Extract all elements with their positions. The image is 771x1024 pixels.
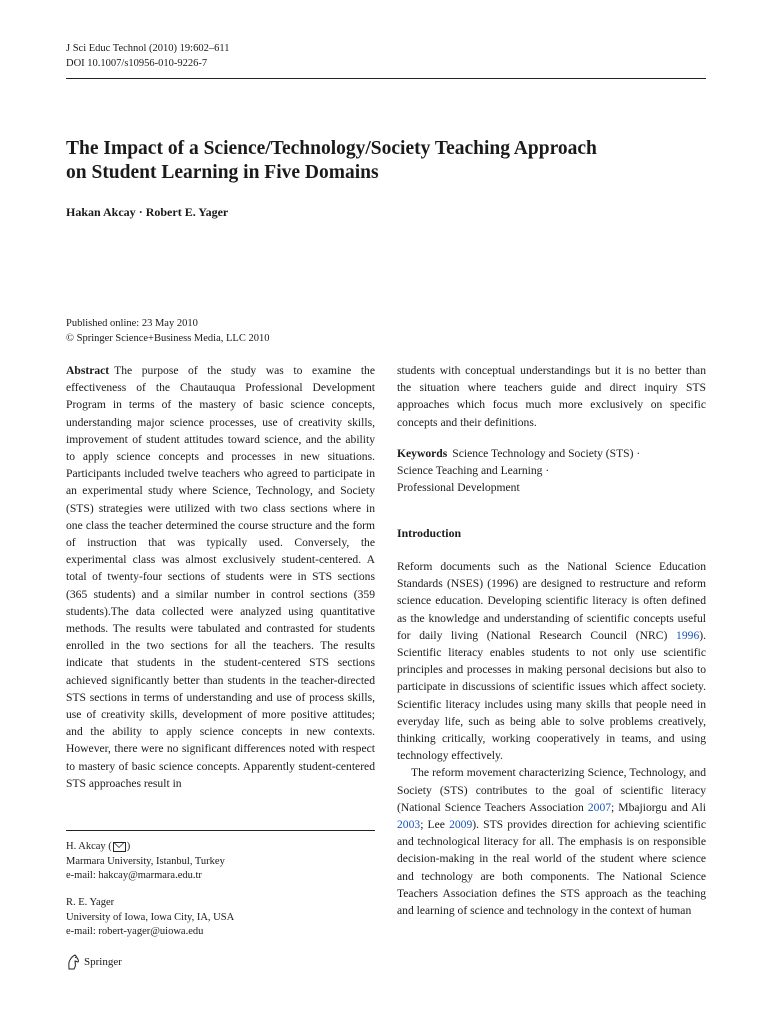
intro-paragraph-1: Reform documents such as the National Science Education Standards (NSES) (1996) are designed to restructure and reform science education. Developing scientific literacy is often defined as the knowledge and understanding of scientific concepts useful for daily living (National Research Council (NRC) 1996). Scientific literacy enables students to not only use scientific principles and processes in making personal decisions but also to participate in discussions of scientific issues which affect society. Scientific literacy includes using many skills that people need in everyday life, such as being able to solve problems creatively, thinking critically, working cooperatively in teams, and using technology effectively. (397, 560, 706, 763)
citation-link-1996[interactable]: 1996 (676, 628, 700, 642)
author-separator: · (135, 205, 146, 219)
header-rule (66, 78, 706, 79)
article-title (66, 137, 706, 185)
intro-paragraph-2: The reform movement characterizing Science, Technology, and Society (STS) contributes to the goal of scientific literacy (National Science Teachers Association 2007; Mbajiorgu and Ali 2003; Lee 2009). STS provides direction for achieving scientific and technological literacy for all. The emphasis is on responsible decision-making in the real world of the student where science and technology are both components. The National Science Teachers Association defines the STS approach as the teaching and learning of science and technology in the context of human (397, 766, 706, 918)
copyright: © Springer Science+Business Media, LLC 2010 (66, 333, 270, 344)
footnote-author1-email[interactable]: e-mail: hakcay@marmara.edu.tr (66, 870, 202, 881)
doi: DOI 10.1007/s10956-010-9226-7 (66, 58, 208, 69)
keywords (397, 445, 706, 497)
footnote-author1-name: H. Akcay ( (66, 841, 112, 852)
title-line-2: on Student Learning in Five Domains (66, 162, 379, 183)
footnote-author2-email[interactable]: e-mail: robert-yager@uiowa.edu (66, 926, 204, 937)
introduction-heading: Introduction (397, 526, 462, 540)
footnote-author1-affiliation: Marmara University, Istanbul, Turkey (66, 855, 225, 867)
citation-link-2007[interactable]: 2007 (587, 800, 612, 814)
publisher-footer (66, 954, 122, 970)
keyword-2: Science Teaching and Learning · (397, 464, 550, 478)
author1-footnote: H. Akcay ( ) Marmara University, Istanbul, Turkey e-mail: hakcay@marmara.edu.tr (66, 840, 375, 884)
author2-footnote (66, 896, 375, 940)
author-yager[interactable]: Robert E. Yager (145, 205, 229, 219)
envelope-icon[interactable] (113, 842, 126, 852)
citation-link-2009[interactable]: 2009 (449, 818, 473, 832)
abstract-right-column (397, 362, 706, 431)
abstract-text: The purpose of the study was to examine the effectiveness of the Chautauqua Professional Development Program in terms of the mastery of basic science concepts, understanding major science processes, use of creativity skills, improvement of student attitudes toward science, and the ability to apply science concepts and processes in new situations. Participants included twelve teachers who agreed to participate in an experimental study where Science, Technology, and Society (STS) strategies were utilized with two class sections where in one class the teacher determined the course structure and the form of instruction that was typically used. Conversely, the experimental class was almost exclusively student-centered. A total of twenty-four sections of students were in STS sections (365 students) and a similar number in control sections (359 students).The data collected were analyzed using quantitative methods. The results were tabulated and contrasted for students enrolled in the two sections for all the teachers. The results indicate that students in the student-centered STS sections achieved significantly better than students in the teacher-directed STS sections in terms of understanding and use of process skills, use of creativity skills, development of more positive attitudes; and the ability to apply science concepts in new contexts. However, there were no significant differences noted with respect to mastery of basic science concepts. Apparently student-centered STS approaches result in (66, 364, 375, 790)
citation-link-2003[interactable]: 2003 (397, 818, 421, 832)
keyword-3: Professional Development (397, 481, 520, 495)
journal-header (66, 41, 229, 71)
introduction-body (397, 558, 706, 919)
keywords-label: Keywords (397, 447, 448, 460)
journal-citation: J Sci Educ Technol (2010) 19:602–611 (66, 43, 230, 54)
title-line-1: The Impact of a Science/Technology/Society Teaching Approach (66, 138, 597, 159)
keyword-1: Science Technology and Society (STS) · (452, 447, 641, 460)
published-date: Published online: 23 May 2010 (66, 318, 198, 329)
author-list (66, 205, 228, 220)
footnote-author2-name: R. E. Yager (66, 897, 115, 908)
author-akcay[interactable]: Hakan Akcay (66, 205, 136, 219)
abstract-text-continued: students with conceptual understandings but it is no better than the situation where teachers guide and direct inquiry STS approaches which focus much more exclusively on specific concepts and their definitions. (397, 364, 706, 429)
abstract-label: Abstract (66, 364, 110, 377)
springer-horse-icon (66, 954, 80, 970)
publication-info (66, 316, 269, 346)
footnote-rule (66, 830, 375, 831)
abstract-left-column (66, 362, 375, 792)
footnote-author2-affiliation: University of Iowa, Iowa City, IA, USA (66, 911, 235, 923)
publisher-name: Springer (84, 956, 122, 968)
